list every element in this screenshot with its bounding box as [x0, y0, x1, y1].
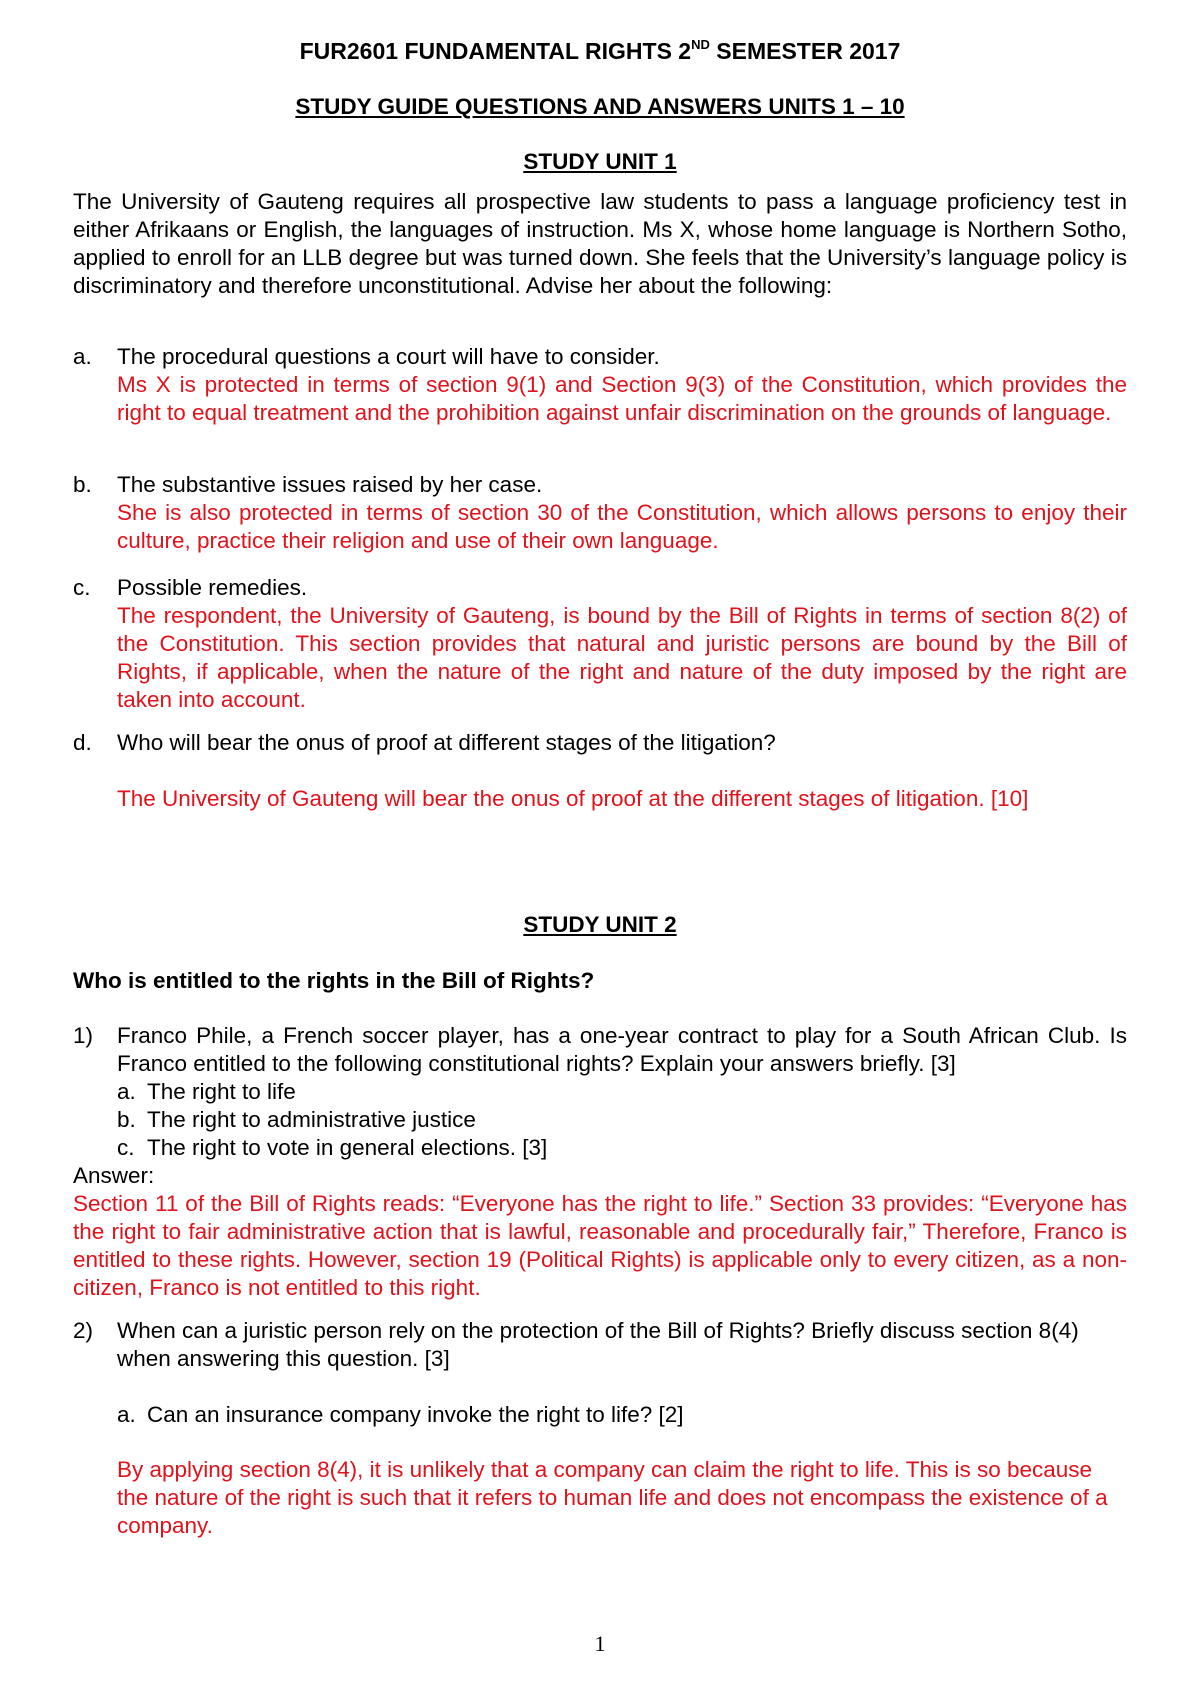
unit2-q1-item-a: a. The right to life [117, 1079, 296, 1104]
unit2-q2-item-a: a. Can an insurance company invoke the right to life? [2] [117, 1402, 684, 1427]
question-text: Possible remedies. [117, 575, 308, 600]
unit2-q2-answer: By applying section 8(4), it is unlikely that a company can claim the right to life. This is so because the nature of the right is such that it refers to human life and does not encompass the existence of a company. [117, 1457, 1108, 1538]
unit1-question-b: b. The substantive issues raised by her case. She is also protected in terms of section 30 of the Constitution, which allows persons to enjoy their culture, practice their religion and use of their own language. [73, 472, 1127, 553]
unit1-question-d: d. Who will bear the onus of proof at different stages of the litigation? The University of Gauteng will bear the onus of proof at the different stages of litigation. [10] [73, 729, 1127, 813]
study-unit-2-heading: STUDY UNIT 2 [523, 912, 677, 937]
unit2-question-heading: Who is entitled to the rights in the Bill of Rights? [73, 968, 595, 993]
unit2-q1-answer: Section 11 of the Bill of Rights reads: “Everyone has the right to life.” Section 33 provides: “Everyone has the right to fair administrative action that is lawful, reasonable and procedurally fair,” Therefore, Franco is entitled to these rights. However, section 19 (Political Rights) is applicable only to every citizen, as a non-citizen, Franco is not entitled to this right. [73, 1191, 1127, 1300]
document-subtitle: STUDY GUIDE QUESTIONS AND ANSWERS UNITS 1 – 10 [295, 94, 905, 119]
unit2-question-1: 1) Franco Phile, a French soccer player, has a one-year contract to play for a South African Club. Is Franco entitled to the following constitutional rights? Explain your answers briefly. [3] [73, 1023, 1127, 1076]
question-text: The procedural questions a court will have to consider. [117, 344, 660, 369]
unit1-question-c: c. Possible remedies. The respondent, the University of Gauteng, is bound by the Bill of Rights in terms of section 8(2) of the Constitution. This section provides that natural and juristic persons are bound by the Bill of Rights, if applicable, when the nature of the right and nature of the duty imposed by the right are taken into account. [73, 575, 1127, 712]
answer-text: Ms X is protected in terms of section 9(1) and Section 9(3) of the Constitution, which provides the right to equal treatment and the prohibition against unfair discrimination on the grounds of language. [117, 372, 1127, 425]
unit1-intro: The University of Gauteng requires all prospective law students to pass a language proficiency test in either Afrikaans or English, the languages of instruction. Ms X, whose home language is Northern Sotho, applied to enroll for an LLB degree but was turned down. She feels that the University’s language policy is discriminatory and therefore unconstitutional. Advise her about the following: [73, 189, 1127, 298]
page-number: 1 [594, 1631, 606, 1656]
unit2-q1-item-c: c. The right to vote in general elections. [3] [117, 1135, 548, 1160]
study-unit-1-heading: STUDY UNIT 1 [523, 149, 677, 174]
answer-text: The respondent, the University of Gauteng, is bound by the Bill of Rights in terms of section 8(2) of the Constitution. This section provides that natural and juristic persons are bound by the Bill of Rights, if applicable, when the nature of the right and nature of the duty imposed by the right are taken into account. [117, 603, 1127, 712]
answer-text: The University of Gauteng will bear the onus of proof at the different stages of litigation. [10] [117, 786, 1029, 811]
question-text: When can a juristic person rely on the protection of the Bill of Rights? Briefly discuss section 8(4) when answering this question. [3] [117, 1318, 1079, 1371]
question-text: Franco Phile, a French soccer player, has a one-year contract to play for a South African Club. Is Franco entitled to the following constitutional rights? Explain your answers briefly. [3] [117, 1023, 1127, 1076]
answer-text: She is also protected in terms of section 30 of the Constitution, which allows persons to enjoy their culture, practice their religion and use of their own language. [117, 500, 1127, 553]
answer-label: Answer: [73, 1163, 155, 1188]
question-text: Who will bear the onus of proof at different stages of the litigation? [117, 730, 776, 755]
unit2-q1-item-b: b. The right to administrative justice [117, 1107, 476, 1132]
unit2-question-2: 2) When can a juristic person rely on the protection of the Bill of Rights? Briefly discuss section 8(4) when answering this question. [3] [73, 1317, 1127, 1373]
question-text: The substantive issues raised by her case. [117, 472, 543, 497]
document-title: FUR2601 FUNDAMENTAL RIGHTS 2ND SEMESTER 2017 [299, 37, 901, 64]
unit1-question-a: a. The procedural questions a court will have to consider. Ms X is protected in terms of section 9(1) and Section 9(3) of the Constitution, which provides the right to equal treatment and the prohibition against unfair discrimination on the grounds of language. [73, 344, 1127, 425]
